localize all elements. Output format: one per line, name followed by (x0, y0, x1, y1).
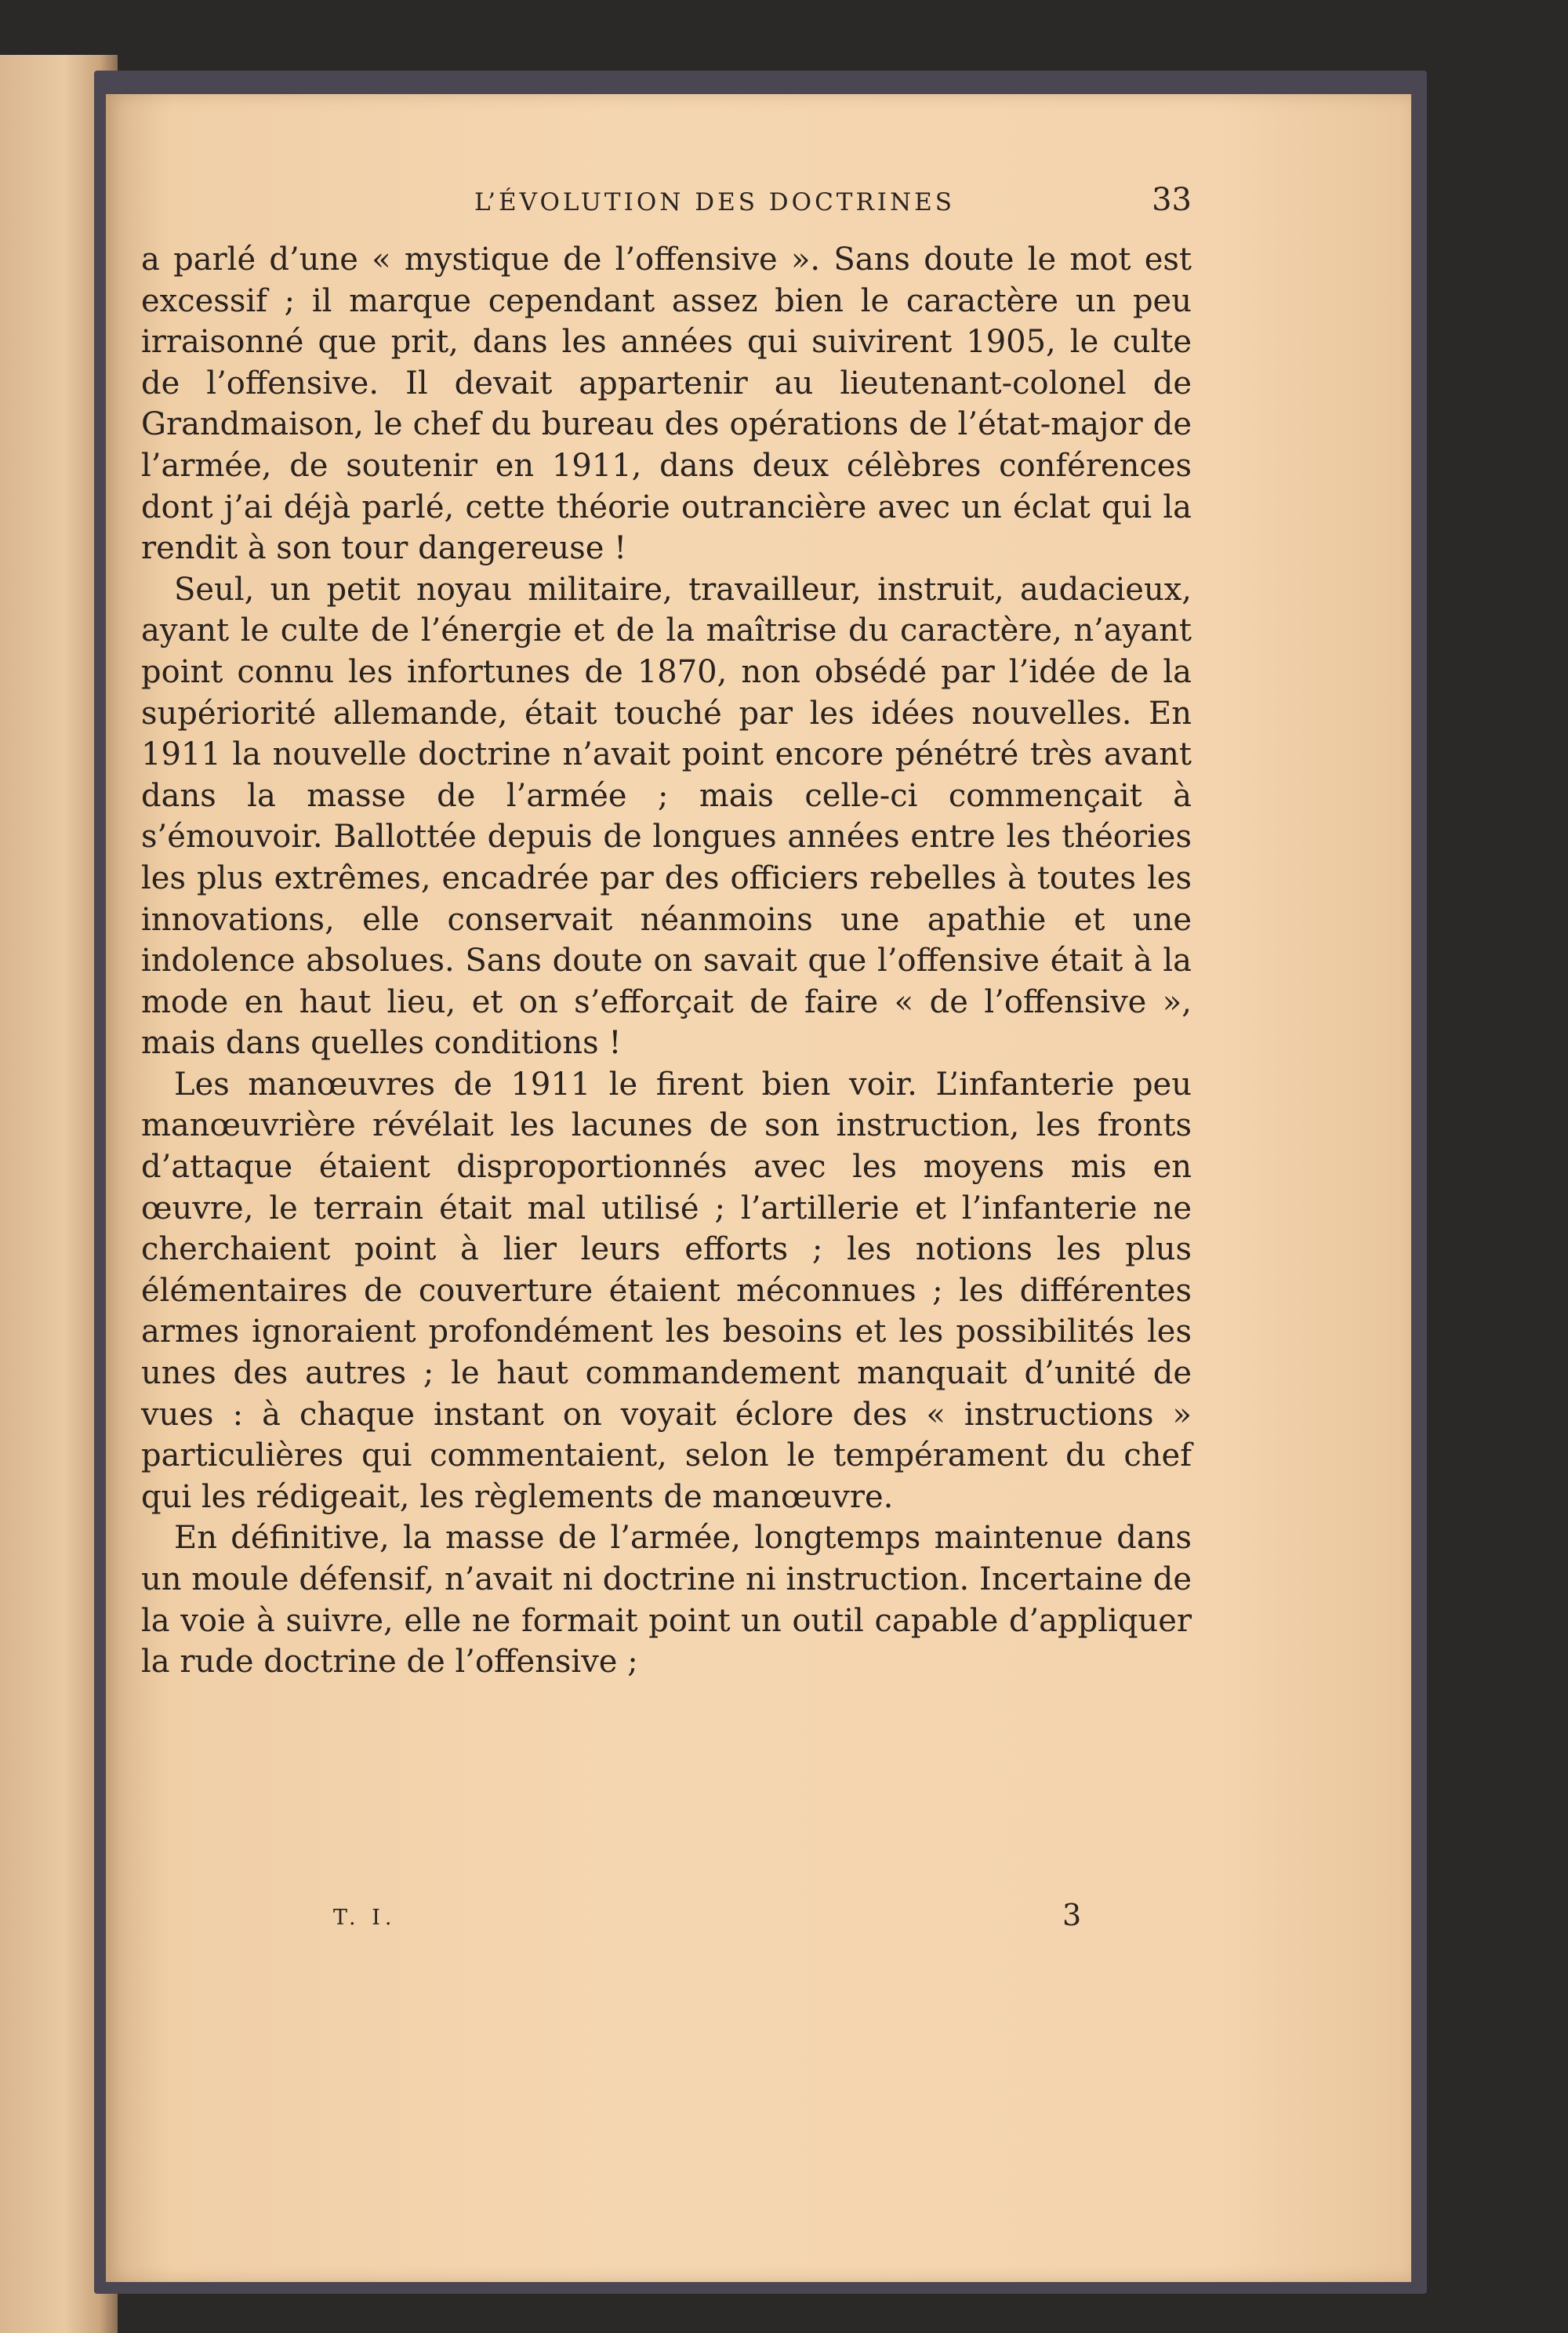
page-number: 33 (1152, 182, 1192, 218)
paragraph-3: Les manœuvres de 1911 le firent bien voir. L’infanterie peu manœuvrière révélait les lacunes de son instruction, les fronts d’attaque étaient disproportionnés avec les moyens mis en œuvre, le terrain était mal utilisé ; l’artillerie et l’infanterie ne cherchaient point à lier leurs efforts ; les notions les plus élémentaires de couverture étaient méconnues ; les différentes armes ignoraient profondément les besoins et les possibilités les unes des autres ; le haut commandement manquait d’unité de vues : à chaque instant on voyait éclore des « instructions » particulières qui commentaient, selon le tempérament du chef qui les rédigeait, les règlements de manœuvre. (141, 1066, 1192, 1515)
paragraph-1: a parlé d’une « mystique de l’offensive ». Sans doute le mot est excessif ; il marque cependant assez bien le caractère un peu irraisonné que prit, dans les années qui suivirent 1905, le culte de l’offensive. Il devait appartenir au lieutenant-colonel de Grandmaison, le chef du bureau des opérations de l’état-major de l’armée, de soutenir en 1911, dans deux célèbres conférences dont j’ai déjà parlé, cette théorie outrancière avec un éclat qui la rendit à son tour dangereuse ! (141, 242, 1192, 567)
running-title: L’ÉVOLUTION DES DOCTRINES (474, 188, 956, 216)
paragraph-4: En définitive, la masse de l’armée, longtemps maintenue dans un moule défensif, n’avait ni doctrine ni instruction. Incertaine de la voie à suivre, elle ne formait point un outil capable d’appliquer la rude doctrine de l’offensive ; (141, 1520, 1192, 1681)
paragraph-2: Seul, un petit noyau militaire, travailleur, instruit, audacieux, ayant le culte de l’énergie et de la maîtrise du caractère, n’ayant point connu les infortunes de 1870, non obsédé par l’idée de la supériorité allemande, était touché par les idées nouvelles. En 1911 la nouvelle doctrine n’avait point encore pénétré très avant dans la masse de l’armée ; mais celle-ci commençait à s’émouvoir. Ballottée depuis de longues années entre les théories les plus extrêmes, encadrée par des officiers rebelles à toutes les innovations, elle conservait néanmoins une apathie et une indolence absolues. Sans doute on savait que l’offensive était à la mode en haut lieu, et on s’efforçait de faire « de l’offensive », mais dans quelles conditions ! (141, 571, 1192, 1062)
signature-number: 3 (1062, 1898, 1082, 1932)
signature-mark: T. I. (333, 1906, 397, 1930)
body-text (141, 239, 1192, 1683)
page-header (161, 182, 1192, 237)
page-footer (141, 1898, 1082, 1945)
